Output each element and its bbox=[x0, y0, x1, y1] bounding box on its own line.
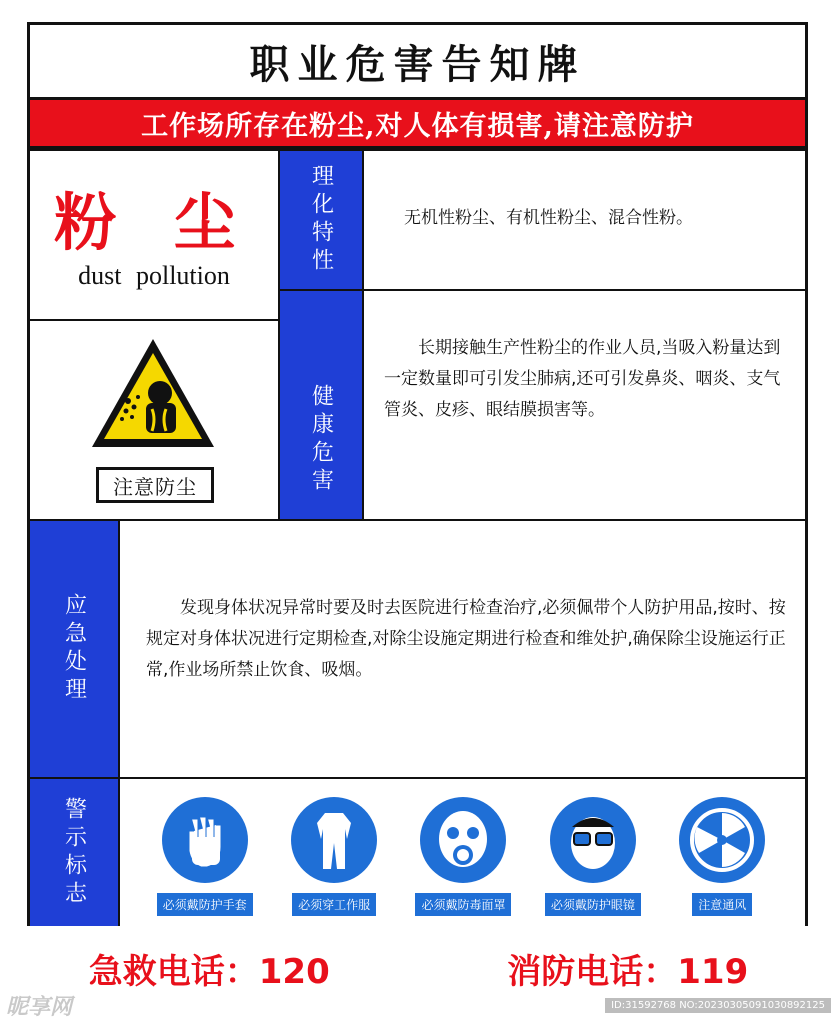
properties-label: 理化特性 bbox=[308, 164, 334, 276]
board-title: 职业危害告知牌 bbox=[249, 40, 586, 88]
dust-warning-icon bbox=[88, 335, 218, 453]
sign-gas-mask bbox=[403, 797, 523, 916]
sign-gloves bbox=[145, 797, 265, 916]
properties-text: 无机性粉尘、有机性粉尘、混合性粉。 bbox=[404, 208, 693, 228]
fire-phone: 消防电话：119 bbox=[507, 952, 749, 992]
emergency-phones bbox=[0, 944, 837, 993]
ventilation-fan-icon bbox=[679, 797, 765, 883]
goggles-icon bbox=[550, 797, 636, 883]
work-clothes-icon bbox=[291, 797, 377, 883]
properties-label-cell bbox=[278, 149, 364, 291]
watermark: 昵享网 bbox=[6, 995, 73, 1020]
hazard-pictogram-cell bbox=[30, 319, 280, 521]
signs-label-cell bbox=[30, 777, 120, 926]
sign-work-clothes-label: 必须穿工作服 bbox=[292, 893, 376, 916]
sign-goggles bbox=[533, 797, 653, 916]
sign-ventilation-label: 注意通风 bbox=[692, 893, 752, 916]
emergency-label: 应急处理 bbox=[61, 593, 87, 705]
properties-cell bbox=[362, 149, 805, 291]
gloves-icon bbox=[162, 797, 248, 883]
sign-gas-mask-label: 必须戴防毒面罩 bbox=[415, 893, 511, 916]
sign-work-clothes bbox=[274, 797, 394, 916]
health-label-cell bbox=[278, 289, 364, 521]
emergency-label-cell bbox=[30, 519, 120, 779]
sign-ventilation bbox=[662, 797, 782, 916]
health-label: 健康危害 bbox=[308, 384, 334, 496]
hazard-name-en: dust pollution bbox=[78, 261, 230, 290]
health-cell bbox=[362, 289, 805, 521]
sign-goggles-label: 必须戴防护眼镜 bbox=[545, 893, 641, 916]
signs-list bbox=[140, 797, 787, 916]
signs-cell bbox=[118, 777, 805, 926]
sign-gloves-label: 必须戴防护手套 bbox=[157, 893, 253, 916]
hazard-name-cn: 粉 尘 bbox=[54, 186, 254, 259]
caution-label: 注意防尘 bbox=[96, 467, 214, 503]
image-id: ID:31592768 NO:20230305091030892125 bbox=[605, 998, 831, 1013]
emergency-cell bbox=[118, 519, 805, 779]
signs-label: 警示标志 bbox=[61, 796, 87, 909]
first-aid-phone: 急救电话：120 bbox=[88, 952, 330, 992]
health-text: 长期接触生产性粉尘的作业人员,当吸入粉量达到一定数量即可引发尘肺病,还可引发鼻炎、咽炎、支气管炎、皮疹、眼结膜损害等。 bbox=[384, 338, 781, 420]
warning-banner: 工作场所存在粉尘,对人体有损害,请注意防护 bbox=[30, 97, 805, 149]
notice-board bbox=[27, 22, 808, 926]
emergency-text: 发现身体状况异常时要及时去医院进行检查治疗,必须佩带个人防护用品,按时、按规定对身体状况进行定期检查,对除尘设施定期进行检查和维处护,确保除尘设施运行正常,作业场所禁止饮食、吸烟。 bbox=[146, 598, 786, 680]
gas-mask-icon bbox=[420, 797, 506, 883]
hazard-name-cell bbox=[30, 149, 280, 321]
